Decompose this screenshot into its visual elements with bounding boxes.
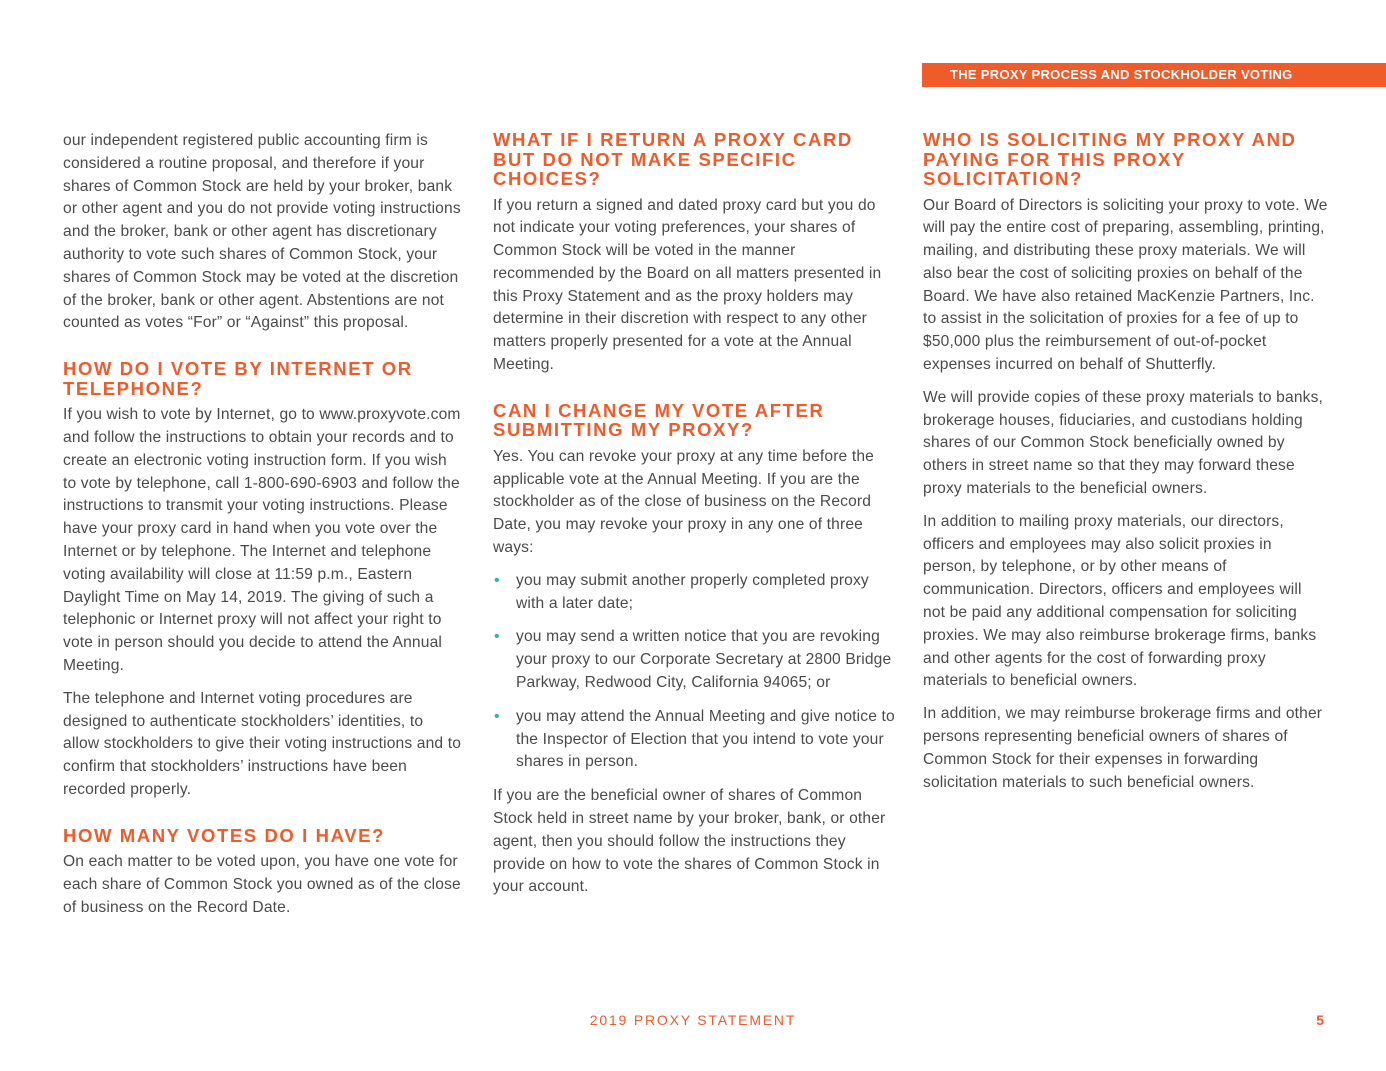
paragraph-routine-proposal: our independent registered public accounting firm is considered a routine proposal, and therefore if your shares of Common Stock are held by your broker, bank or other agent and you do not provide voting instructions and the broker, bank or other agent has discretionary authority to vote such shares of Common Stock, your shares of Common Stock may be voted at the discretion of the broker, bank or other agent. Abstentions are not counted as votes “For” or “Against” this proposal. <box>63 132 461 332</box>
heading-change-vote: CAN I CHANGE MY VOTE AFTER SUBMITTING MY PROXY? <box>493 399 825 441</box>
list-item <box>493 570 895 616</box>
list-item-text: you may submit another properly completed proxy with a later date; <box>516 571 869 612</box>
paragraph-copies-to-banks: We will provide copies of these proxy materials to banks, brokerage houses, fiduciaries, and custodians holding shares of our Common Stock beneficially owned by others in street name so that they may forward these proxy materials to the beneficial owners. <box>923 388 1324 498</box>
paragraph-solicitation-cost: Our Board of Directors is soliciting your proxy to vote. We will pay the entire cost of preparing, assembling, printing, mailing, and distributing these proxy materials. We will also bear the cost of soliciting proxies on behalf of the Board. We have also retained MacKenzie Partners, Inc. to assist in the solicitation of proxies for a fee of up to $50,000 plus the reimbursement of out-of-pocket expenses incurred on behalf of Shutterfly. <box>923 196 1328 374</box>
bullet-icon: • <box>494 707 500 725</box>
column-right <box>923 130 1328 804</box>
paragraph-return-proxy-card: If you return a signed and dated proxy card but you do not indicate your voting preferences, your shares of Common Stock will be voted in the manner recommended by the Board on all matters presented in this Proxy Statement and as the proxy holders may determine in their discretion with respect to any other matters properly presented for a vote at the Annual Meeting. <box>493 196 882 374</box>
page-number: 5 <box>1316 1012 1324 1028</box>
revoke-options-list <box>493 570 895 774</box>
bullet-icon: • <box>494 628 500 646</box>
paragraph-revoke-proxy: Yes. You can revoke your proxy at any time before the applicable vote at the Annual Meeting. If you are the stockholder as of the close of business on the Record Date, you may revoke your proxy in any one of three ways: <box>493 447 874 557</box>
list-item-text: you may send a written notice that you are revoking your proxy to our Corporate Secretary at 2800 Bridge Parkway, Redwood City, California 94065; or <box>516 628 892 692</box>
paragraph-directors-solicit: In addition to mailing proxy materials, our directors, officers and employees may also solicit proxies in person, by telephone, or by other means of communication. Directors, officers and employees will not be paid any additional compensation for soliciting proxies. We may also reimburse brokerage firms, banks and other agents for the cost of forwarding proxy materials to beneficial owners. <box>923 512 1317 690</box>
bullet-icon: • <box>494 571 500 589</box>
section-header-title: THE PROXY PROCESS AND STOCKHOLDER VOTING <box>950 67 1293 82</box>
footer-document-title: 2019 PROXY STATEMENT <box>589 1012 797 1028</box>
paragraph-reimburse-brokerage: In addition, we may reimburse brokerage firms and other persons representing beneficial owners of shares of Common Stock for their expenses in forwarding solicitation materials to such beneficial owners. <box>923 705 1323 791</box>
paragraph-beneficial-owner: If you are the beneficial owner of shares of Common Stock held in street name by your broker, bank, or other agent, then you should follow the instructions they provide on how to vote the shares of Common Stock in your account. <box>493 787 886 896</box>
column-left <box>63 130 463 930</box>
paragraph-internet-instructions: If you wish to vote by Internet, go to www.proxyvote.com and follow the instructions to obtain your records and to create an electronic voting instruction form. If you wish to vote by telephone, call 1-800-690-6903 and follow the instructions to transmit your voting instructions. Please have your proxy card in hand when you vote over the Internet or by telephone. The Internet and telephone voting availability will close at 11:59 p.m., Eastern Daylight Time on May 14, 2019. The giving of such a telephonic or Internet proxy will not affect your right to vote in person should you decide to attend the Annual Meeting. <box>63 406 461 674</box>
list-item <box>493 626 895 694</box>
heading-how-many-votes: HOW MANY VOTES DO I HAVE? <box>63 824 385 846</box>
heading-return-proxy-card: WHAT IF I RETURN A PROXY CARD BUT DO NOT MAKE SPECIFIC CHOICES? <box>493 129 853 189</box>
heading-soliciting-proxy: WHO IS SOLICITING MY PROXY AND PAYING FOR THIS PROXY SOLICITATION? <box>923 129 1297 189</box>
list-item <box>493 706 895 774</box>
paragraph-votes-per-share: On each matter to be voted upon, you have one vote for each share of Common Stock you owned as of the close of business on the Record Date. <box>63 853 461 916</box>
column-middle <box>493 130 895 909</box>
list-item-text: you may attend the Annual Meeting and give notice to the Inspector of Election that you intend to vote your shares in person. <box>516 707 895 771</box>
paragraph-voting-procedures: The telephone and Internet voting procedures are designed to authenticate stockholders’ identities, to allow stockholders to give their voting instructions and to confirm that stockholders’ instructions have been recorded properly. <box>63 689 462 798</box>
heading-vote-internet-telephone: HOW DO I VOTE BY INTERNET OR TELEPHONE? <box>63 358 413 399</box>
